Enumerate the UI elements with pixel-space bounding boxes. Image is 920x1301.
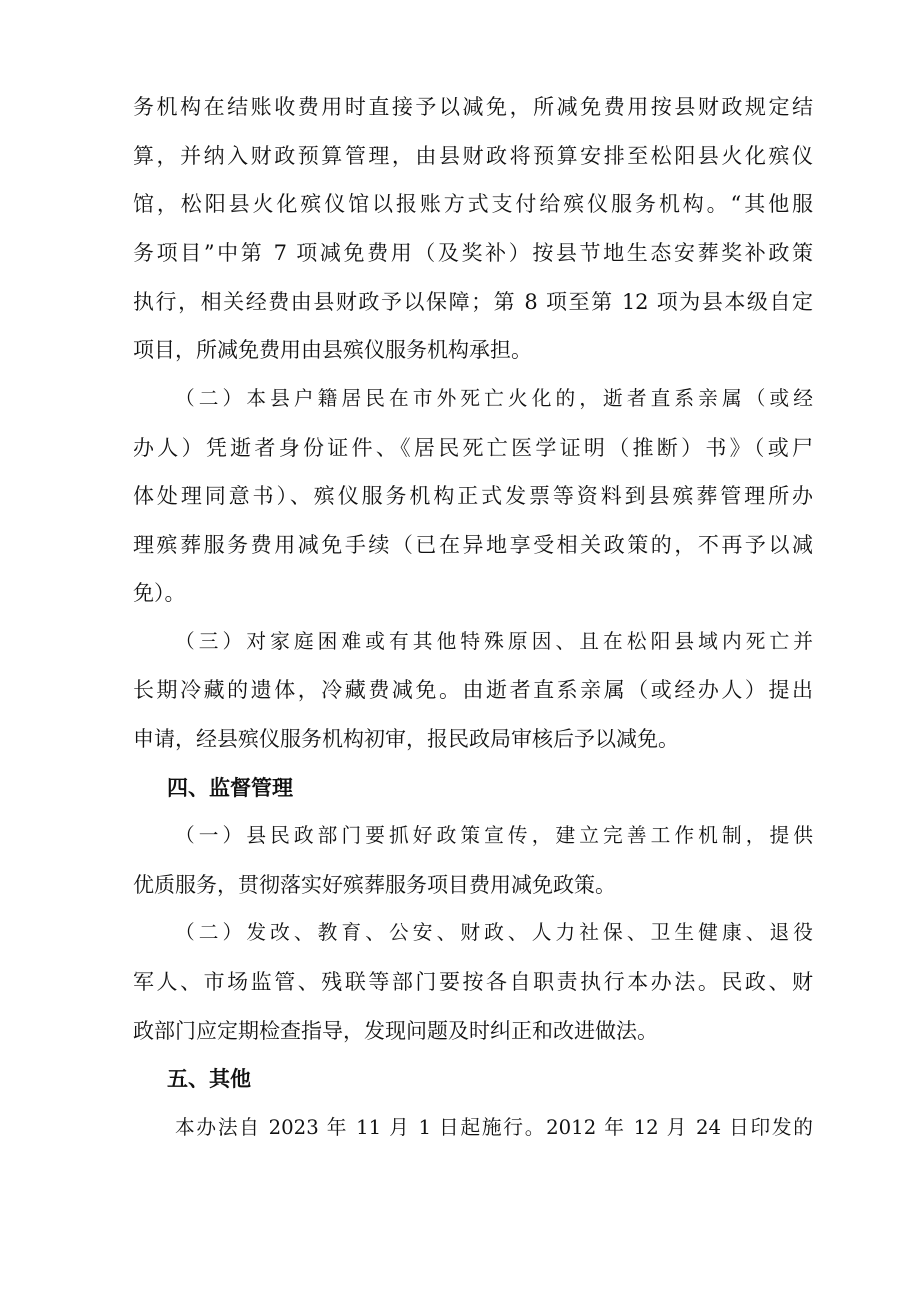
text-line: （二）本县户籍居民在市外死亡火化的，逝者直系亲属（或经 [175, 386, 813, 410]
text-line: 务项目”中第 7 项减免费用（及奖补）按县节地生态安葬奖补政策 [133, 241, 813, 265]
text-line: 务机构在结账收费用时直接予以减免，所减免费用按县财政规定结 [133, 95, 813, 119]
text-line: （三）对家庭困难或有其他特殊原因、且在松阳县域内死亡并 [175, 629, 813, 653]
text-line: 理殡葬服务费用减免手续（已在异地享受相关政策的，不再予以减 [133, 532, 813, 557]
text-line: 体处理同意书）、殡仪服务机构正式发票等资料到县殡葬管理所办 [133, 484, 813, 508]
text-line: 优质服务，贯彻落实好殡葬服务项目费用减免政策。 [133, 872, 616, 897]
text-line: 算，并纳入财政预算管理，由县财政将预算安排至松阳县火化殡仪 [133, 143, 813, 168]
text-line: 政部门应定期检查指导，发现问题及时纠正和改进做法。 [133, 1018, 658, 1043]
text-line: 馆，松阳县火化殡仪馆以报账方式支付给殡仪服务机构。“其他服 [133, 192, 813, 216]
text-line: （二）发改、教育、公安、财政、人力社保、卫生健康、退役 [175, 921, 813, 944]
text-line: 本办法自 2023 年 11 月 1 日起施行。2012 年 12 月 24 日印发的 [175, 1116, 813, 1139]
section-heading: 四、监督管理 [167, 775, 293, 800]
section-heading: 五、其他 [167, 1067, 251, 1091]
text-line: 长期冷藏的遗体，冷藏费减免。由逝者直系亲属（或经办人）提出 [133, 678, 813, 702]
text-line: 军人、市场监管、残联等部门要按各自职责执行本办法。民政、财 [133, 970, 813, 994]
text-line: 项目，所减免费用由县殡仪服务机构承担。 [133, 338, 532, 362]
text-line: （一）县民政部门要抓好政策宣传，建立完善工作机制，提供 [175, 824, 813, 847]
text-line: 免）。 [133, 581, 186, 605]
text-line: 办人）凭逝者身份证件、《居民死亡医学证明（推断）书》（或尸 [133, 435, 813, 460]
text-line: 执行，相关经费由县财政予以保障；第 8 项至第 12 项为县本级自定 [133, 289, 813, 314]
text-line: 申请，经县殡仪服务机构初审，报民政局审核后予以减免。 [133, 727, 679, 751]
